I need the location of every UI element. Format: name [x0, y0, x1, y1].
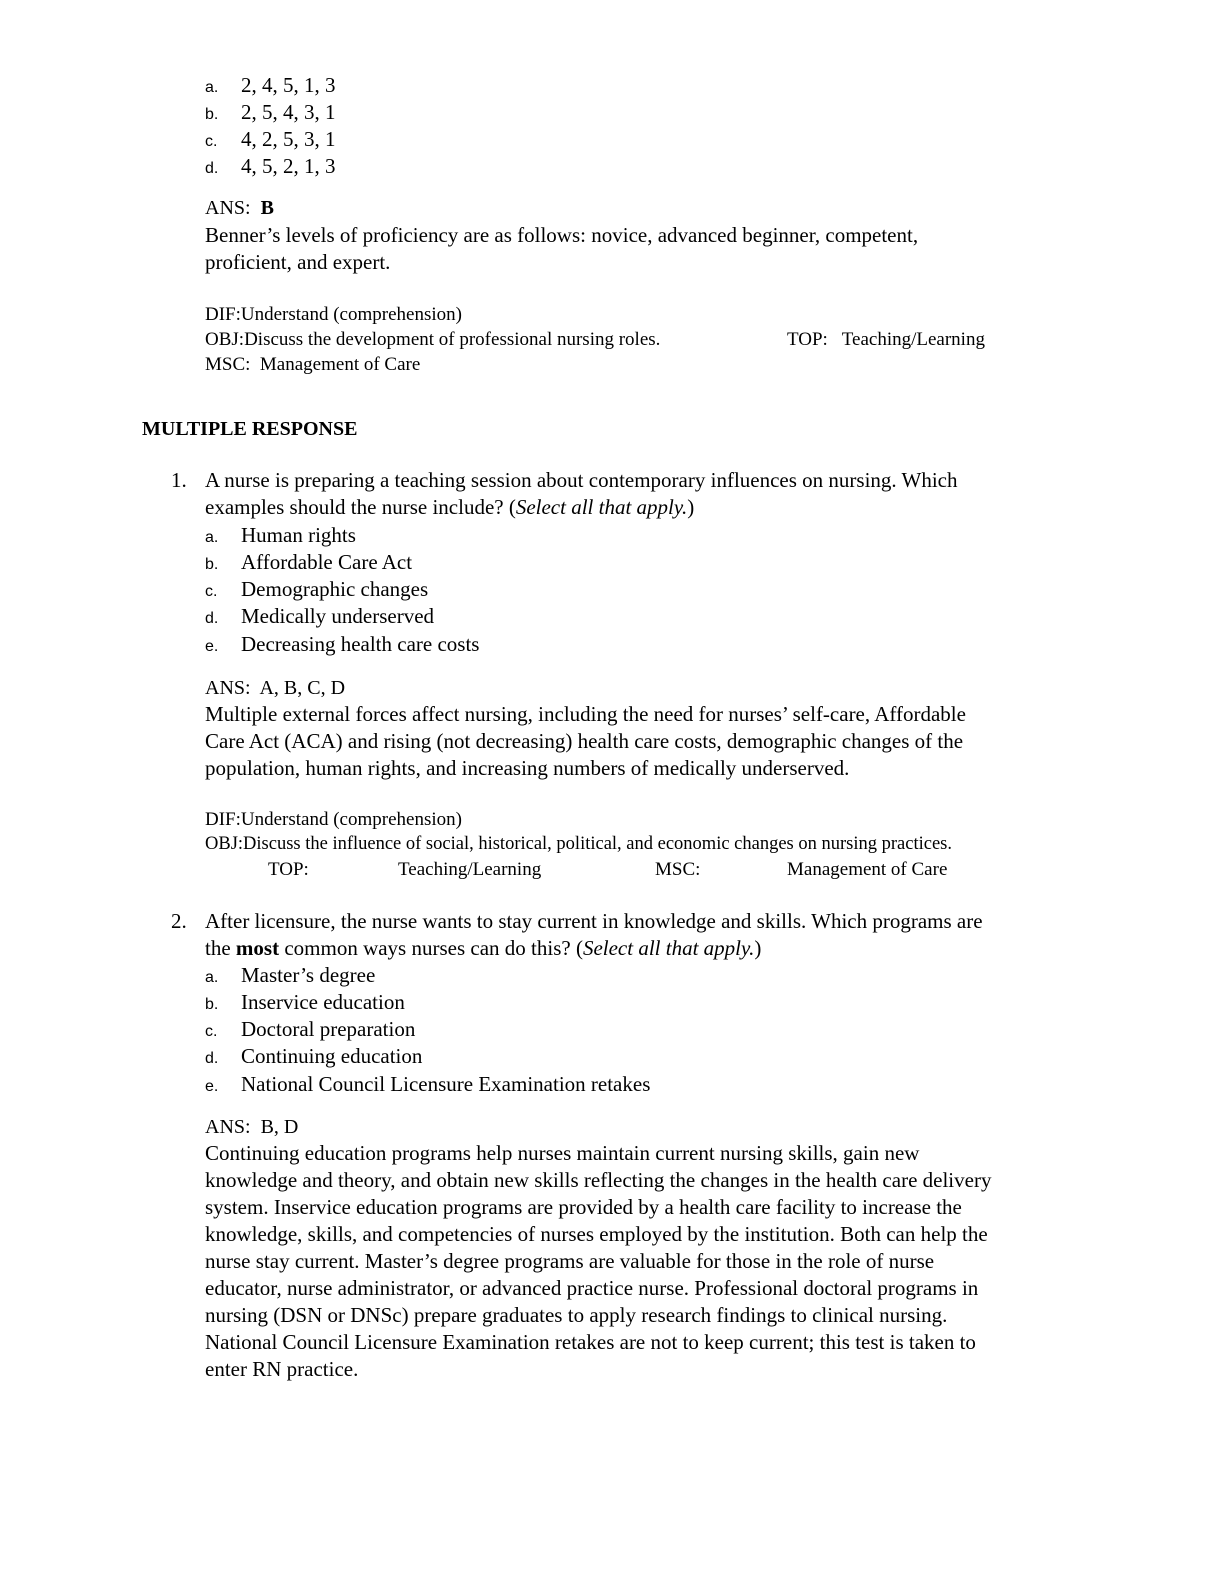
option-text: Affordable Care Act: [241, 550, 413, 574]
rationale-line: Continuing education programs help nurses maintain current nursing skills, gain new: [205, 1141, 920, 1165]
q1-stem: [205, 467, 958, 521]
option-text: 4, 5, 2, 1, 3: [241, 154, 336, 178]
rationale-line: Multiple external forces affect nursing, including the need for nurses’ self-care, Affordable: [205, 702, 966, 726]
option-text: Master’s degree: [241, 963, 376, 987]
rationale-line: nurse stay current. Master’s degree programs are valuable for those in the role of nurse: [205, 1249, 935, 1273]
rationale-line: nursing (DSN or DNSc) prepare graduates to apply research findings to clinical nursing.: [205, 1303, 948, 1327]
rationale-line: population, human rights, and increasing numbers of medically underserved.: [205, 756, 850, 780]
q1-option-a: [205, 522, 356, 551]
prev-dif: DIF:Understand (comprehension): [205, 304, 462, 325]
answer-label: ANS:: [205, 1116, 251, 1138]
prev-option-d: [205, 153, 336, 182]
option-text: Doctoral preparation: [241, 1017, 416, 1041]
option-letter: b.: [205, 556, 219, 573]
answer-value: B, D: [260, 1116, 299, 1138]
option-letter: a.: [205, 969, 219, 986]
rationale-line: National Council Licensure Examination retakes are not to keep current; this test is taken to: [205, 1330, 976, 1354]
stem-text: the: [205, 936, 236, 960]
stem-line: [205, 494, 958, 521]
option-text: Medically underserved: [241, 604, 435, 628]
section-heading: MULTIPLE RESPONSE: [142, 418, 358, 440]
prev-rationale: [205, 222, 918, 276]
option-text: Demographic changes: [241, 577, 429, 601]
q1-top-value: Teaching/Learning: [398, 859, 542, 880]
q1-option-b: [205, 549, 412, 578]
rationale-line: enter RN practice.: [205, 1357, 359, 1381]
stem-line: After licensure, the nurse wants to stay current in knowledge and skills. Which programs are: [205, 909, 983, 933]
q2-option-a: [205, 962, 375, 991]
stem-text: common ways nurses can do this? (: [279, 936, 583, 960]
q1-top-label: TOP:: [268, 859, 309, 880]
prev-option-b: [205, 99, 336, 128]
q2-option-e: [205, 1071, 650, 1100]
q2-answer: [205, 1114, 298, 1141]
q1-answer: [205, 675, 345, 702]
q1-option-c: [205, 576, 428, 605]
q2-stem: [205, 908, 983, 962]
prev-option-c: [205, 126, 336, 155]
option-letter: e.: [205, 638, 219, 655]
option-letter: b.: [205, 106, 219, 123]
stem-bold: most: [235, 936, 280, 960]
stem-line: A nurse is preparing a teaching session about contemporary influences on nursing. Which: [205, 468, 958, 492]
q1-option-e: [205, 631, 479, 660]
option-text: National Council Licensure Examination retakes: [241, 1072, 651, 1096]
stem-italic: Select all that apply.: [515, 495, 688, 519]
option-text: Decreasing health care costs: [241, 632, 480, 656]
rationale-line: Care Act (ACA) and rising (not decreasing) health care costs, demographic changes of the: [205, 729, 964, 753]
stem-italic: Select all that apply.: [582, 936, 755, 960]
q1-option-d: [205, 603, 434, 632]
q1-msc-label: MSC:: [655, 859, 701, 880]
prev-answer: [205, 195, 274, 222]
option-text: 4, 2, 5, 3, 1: [241, 127, 336, 151]
option-text: Human rights: [241, 523, 356, 547]
stem-line: [205, 935, 983, 962]
rationale-line: knowledge, skills, and competencies of nurses employed by the institution. Both can help the: [205, 1222, 988, 1246]
prev-option-a: [205, 72, 336, 101]
option-letter: d.: [205, 610, 219, 627]
q2-option-d: [205, 1043, 422, 1072]
option-letter: c.: [205, 1023, 218, 1040]
stem-text: examples should the nurse include? (: [205, 495, 516, 519]
prev-obj: OBJ:Discuss the development of professional nursing roles.: [205, 329, 661, 350]
answer-value: A, B, C, D: [259, 677, 346, 699]
rationale-line: system. Inservice education programs are provided by a health care facility to increase the: [205, 1195, 962, 1219]
option-letter: a.: [205, 529, 219, 546]
q2-option-b: [205, 989, 405, 1018]
answer-value: B: [260, 197, 274, 219]
rationale-line: proficient, and expert.: [205, 250, 391, 274]
question-number: 2.: [171, 909, 187, 933]
option-text: 2, 4, 5, 1, 3: [241, 73, 336, 97]
prev-top: TOP: Teaching/Learning: [787, 329, 985, 350]
question-number: 1.: [171, 468, 187, 492]
q1-dif: DIF:Understand (comprehension): [205, 809, 462, 830]
option-letter: e.: [205, 1078, 219, 1095]
q2-rationale: [205, 1140, 991, 1383]
option-text: Inservice education: [241, 990, 405, 1014]
rationale-line: educator, nurse administrator, or advanced practice nurse. Professional doctoral programs in: [205, 1276, 979, 1300]
rationale-line: Benner’s levels of proficiency are as follows: novice, advanced beginner, competent,: [205, 223, 919, 247]
q1-rationale: [205, 701, 966, 782]
rationale-line: knowledge and theory, and obtain new skills reflecting the changes in the health care delivery: [205, 1168, 992, 1192]
option-letter: d.: [205, 160, 219, 177]
q1-msc-value: Management of Care: [787, 859, 948, 880]
option-letter: c.: [205, 133, 218, 150]
option-letter: c.: [205, 583, 218, 600]
answer-label: ANS:: [205, 677, 251, 699]
option-letter: b.: [205, 996, 219, 1013]
option-letter: d.: [205, 1050, 219, 1067]
option-text: 2, 5, 4, 3, 1: [241, 100, 336, 124]
answer-label: ANS:: [205, 197, 251, 219]
q2-option-c: [205, 1016, 415, 1045]
option-text: Continuing education: [241, 1044, 423, 1068]
stem-text: ): [754, 936, 762, 960]
stem-text: ): [687, 495, 695, 519]
option-letter: a.: [205, 79, 219, 96]
q1-obj: OBJ:Discuss the influence of social, historical, political, and economic changes on nursing practices.: [205, 834, 952, 854]
prev-msc: MSC: Management of Care: [205, 354, 421, 375]
